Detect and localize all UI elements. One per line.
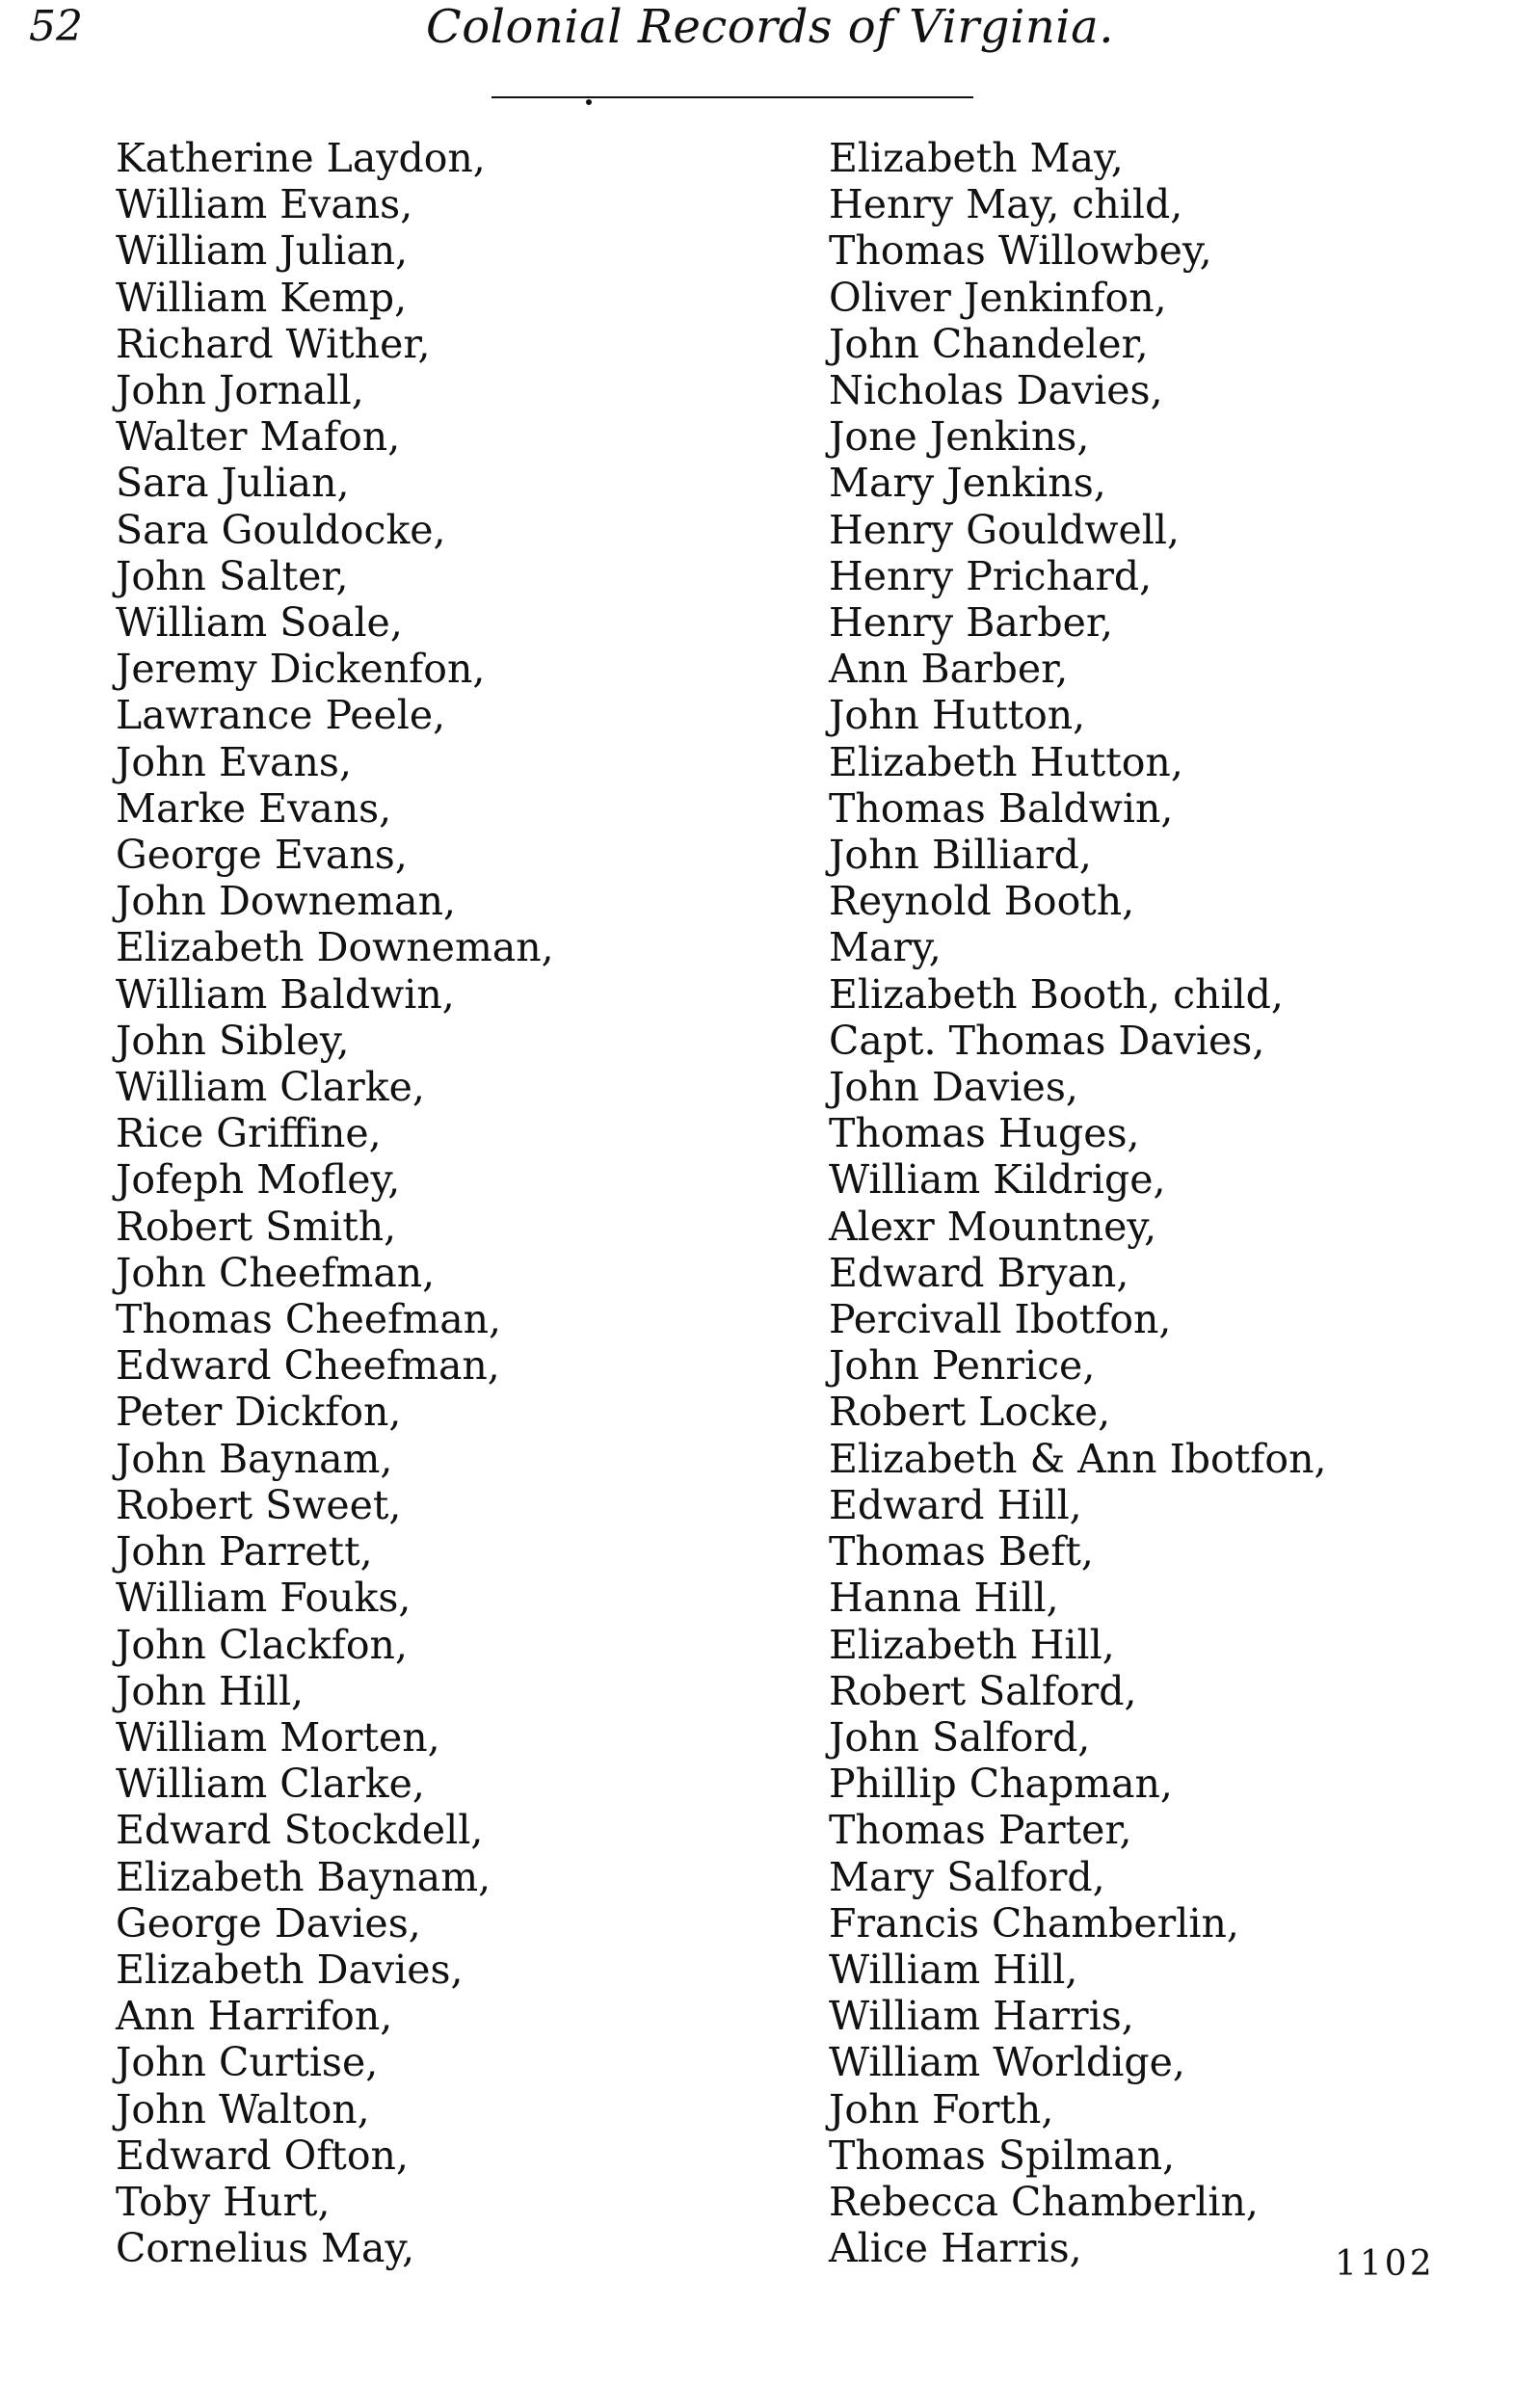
list-item: William Worldige, — [829, 2039, 1185, 2086]
list-item: Reynold Booth, — [829, 878, 1135, 925]
list-item: Henry Gouldwell, — [829, 506, 1181, 553]
name-column-right — [829, 135, 1327, 2271]
list-item: John Salford, — [829, 1713, 1091, 1761]
list-item: John Jornall, — [116, 367, 364, 414]
list-item: William Morten, — [116, 1713, 440, 1761]
list-item: Edward Stockdell, — [116, 1807, 484, 1854]
list-item: John Downeman, — [116, 878, 457, 925]
list-item: Mary Salford, — [829, 1853, 1105, 1900]
list-item: William Harris, — [829, 1993, 1134, 2040]
list-item: Phillip Chapman, — [829, 1761, 1173, 1808]
list-item: Marke Evans, — [116, 784, 392, 832]
header-rule — [491, 96, 973, 98]
list-item: Ann Barber, — [829, 646, 1069, 693]
list-item: Nicholas Davies, — [829, 367, 1163, 414]
list-item: Alice Harris, — [829, 2225, 1082, 2272]
list-item: Walter Mafon, — [116, 413, 401, 461]
list-item: Elizabeth Baynam, — [116, 1853, 491, 1900]
list-item: William Kildrige, — [829, 1156, 1166, 1204]
list-item: Sara Gouldocke, — [116, 506, 446, 553]
list-item: Francis Chamberlin, — [829, 1899, 1239, 1947]
list-item: John Forth, — [829, 2085, 1054, 2132]
list-item: John Sibley, — [116, 1017, 350, 1064]
list-item: Sara Julian, — [116, 460, 350, 507]
running-title: Colonial Records of Virginia. — [425, 0, 1114, 54]
list-item: John Parrett, — [116, 1528, 373, 1576]
list-item: George Davies, — [116, 1899, 421, 1947]
list-item: Rice Griffine, — [116, 1110, 382, 1157]
list-item: William Fouks, — [116, 1575, 412, 1622]
list-item: Edward Ofton, — [116, 2132, 409, 2179]
list-item: Jeremy Dickenfon, — [116, 646, 486, 693]
list-item: William Baldwin, — [116, 970, 455, 1018]
list-item: Elizabeth May, — [829, 135, 1124, 181]
list-item: John Evans, — [116, 738, 352, 785]
list-item: Thomas Beft, — [829, 1528, 1094, 1576]
list-item: John Hill, — [116, 1667, 305, 1714]
list-item: John Walton, — [116, 2085, 370, 2132]
list-item: Thomas Willowbey, — [829, 227, 1212, 275]
list-item: Elizabeth Hutton, — [829, 738, 1183, 785]
list-item: Henry May, child, — [829, 181, 1183, 228]
list-item: Elizabeth Downeman, — [116, 924, 554, 971]
list-item: Toby Hurt, — [116, 2178, 331, 2225]
list-item: Lawrance Peele, — [116, 692, 446, 739]
list-item: William Evans, — [116, 181, 413, 228]
page-number: 52 — [29, 2, 83, 51]
list-item: Thomas Huges, — [829, 1110, 1140, 1157]
list-item: William Hill, — [829, 1946, 1078, 1993]
name-column-left — [116, 135, 554, 2271]
list-item: Mary Jenkins, — [829, 460, 1106, 507]
list-item: Jofeph Mofley, — [116, 1156, 401, 1204]
list-item: Richard Wither, — [116, 320, 431, 367]
list-item: Katherine Laydon, — [116, 135, 486, 181]
list-item: William Soale, — [116, 599, 403, 647]
list-item: John Billiard, — [829, 832, 1092, 879]
list-item: Elizabeth Booth, child, — [829, 970, 1284, 1018]
list-item: Robert Salford, — [829, 1667, 1137, 1714]
list-item: Elizabeth Davies, — [116, 1946, 464, 1993]
list-item: Robert Smith, — [116, 1203, 397, 1250]
list-item: Ann Harrifon, — [116, 1993, 393, 2040]
list-item: William Clarke, — [116, 1761, 425, 1808]
list-item: Peter Dickfon, — [116, 1389, 402, 1436]
list-item: William Clarke, — [116, 1064, 425, 1111]
list-item: Capt. Thomas Davies, — [829, 1017, 1265, 1064]
list-item: George Evans, — [116, 832, 408, 879]
list-item: John Chandeler, — [829, 320, 1149, 367]
list-item: Henry Prichard, — [829, 552, 1153, 599]
list-item: John Curtise, — [116, 2039, 379, 2086]
list-item: Mary, — [829, 924, 942, 971]
list-item: Robert Sweet, — [116, 1481, 402, 1528]
list-item: Edward Bryan, — [829, 1249, 1129, 1296]
list-item: Percivall Ibotfon, — [829, 1296, 1172, 1343]
list-item: Cornelius May, — [116, 2225, 415, 2272]
list-item: Alexr Mountney, — [829, 1203, 1157, 1250]
list-item: Rebecca Chamberlin, — [829, 2178, 1259, 2225]
list-item: John Davies, — [829, 1064, 1078, 1111]
list-item: Thomas Cheefman, — [116, 1296, 502, 1343]
list-item: Jone Jenkins, — [829, 413, 1090, 461]
list-item: John Baynam, — [116, 1435, 393, 1482]
list-item: Thomas Spilman, — [829, 2132, 1176, 2179]
list-item: William Kemp, — [116, 274, 408, 321]
list-item: Edward Hill, — [829, 1481, 1082, 1528]
list-item: John Clackfon, — [116, 1621, 408, 1668]
list-item: John Cheefman, — [116, 1249, 436, 1296]
list-item: Elizabeth & Ann Ibotfon, — [829, 1435, 1327, 1482]
list-item: Thomas Baldwin, — [829, 784, 1174, 832]
list-item: John Salter, — [116, 552, 349, 599]
list-item: Thomas Parter, — [829, 1807, 1132, 1854]
list-item: Robert Locke, — [829, 1389, 1111, 1436]
list-item: Oliver Jenkinfon, — [829, 274, 1167, 321]
signature-mark: 1102 — [1335, 2244, 1435, 2284]
list-item: John Hutton, — [829, 692, 1086, 739]
list-item: William Julian, — [116, 227, 409, 275]
list-item: Elizabeth Hill, — [829, 1621, 1115, 1668]
list-item: John Penrice, — [829, 1342, 1096, 1390]
header-rule-ornament — [586, 99, 592, 105]
list-item: Edward Cheefman, — [116, 1342, 500, 1390]
list-item: Henry Barber, — [829, 599, 1114, 647]
list-item: Hanna Hill, — [829, 1575, 1059, 1622]
